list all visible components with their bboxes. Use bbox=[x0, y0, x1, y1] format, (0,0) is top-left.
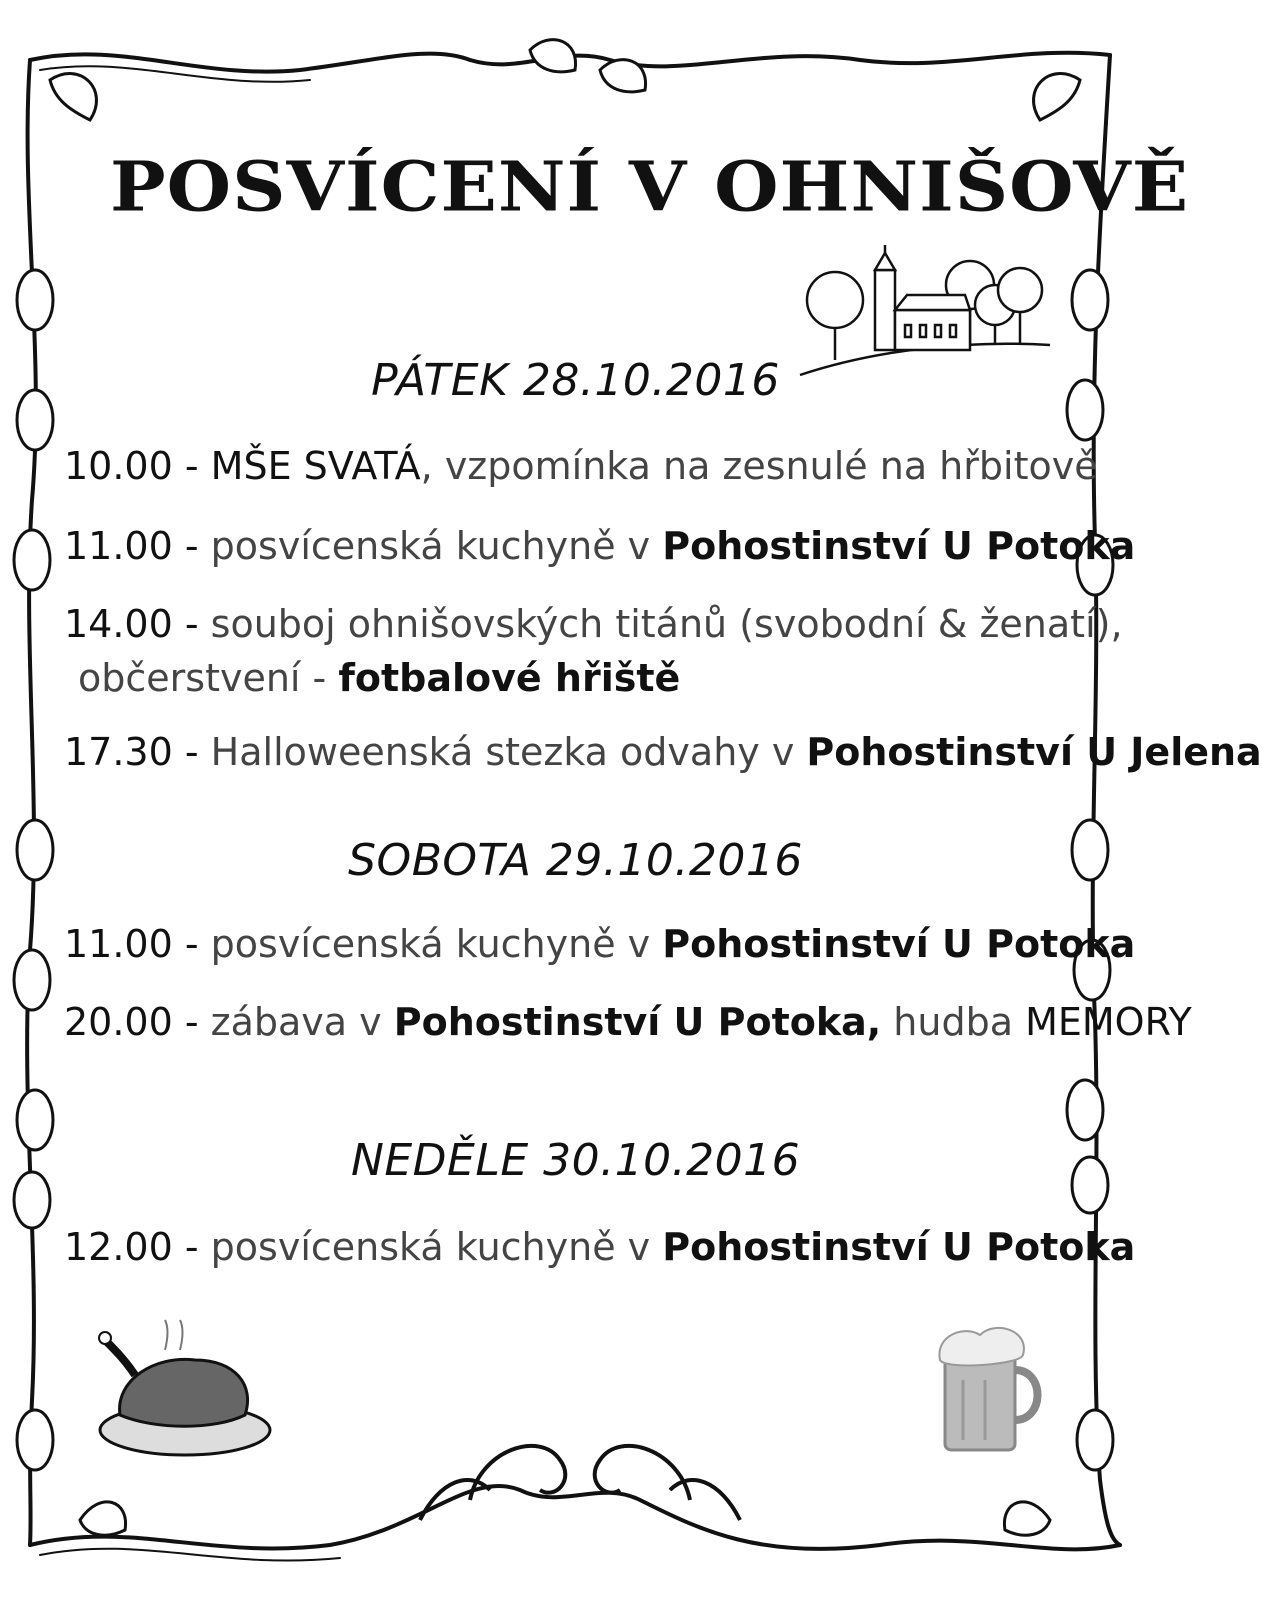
event-friday-3 bbox=[64, 602, 1123, 646]
event-detail: zábava v bbox=[210, 1000, 382, 1044]
event-detail: posvícenská kuchyně v bbox=[210, 1225, 651, 1269]
day-heading-sunday: NEDĚLE 30.10.2016 bbox=[350, 1135, 801, 1186]
event-title: MŠE SVATÁ bbox=[210, 444, 421, 488]
event-sunday-1 bbox=[64, 1225, 1135, 1269]
event-detail: Halloweenská stezka odvahy v bbox=[210, 730, 795, 774]
event-time: 11.00 - bbox=[64, 524, 199, 568]
beer-mug-illustration bbox=[935, 1320, 1055, 1460]
event-detail: posvícenská kuchyně v bbox=[210, 524, 651, 568]
event-place: Pohostinství U Jelena bbox=[806, 730, 1262, 774]
event-detail: hudba bbox=[893, 1000, 1013, 1044]
event-time: 17.30 - bbox=[64, 730, 199, 774]
event-place: fotbalové hřiště bbox=[338, 656, 681, 700]
event-time: 14.00 - bbox=[64, 602, 199, 646]
event-place: Pohostinství U Potoka bbox=[662, 524, 1136, 568]
event-friday-2 bbox=[64, 524, 1135, 568]
event-place: Pohostinství U Potoka, bbox=[393, 1000, 882, 1044]
day-heading-saturday: SOBOTA 29.10.2016 bbox=[348, 835, 803, 886]
event-detail: souboj ohnišovských titánů (svobodní & ženatí), bbox=[210, 602, 1123, 646]
event-friday-1 bbox=[64, 444, 1098, 488]
event-place: Pohostinství U Potoka bbox=[662, 1225, 1136, 1269]
event-detail: občerstvení - bbox=[78, 656, 327, 700]
event-time: 10.00 - bbox=[64, 444, 199, 488]
band-name: MEMORY bbox=[1025, 1000, 1192, 1044]
event-place: Pohostinství U Potoka bbox=[662, 922, 1136, 966]
event-friday-4 bbox=[64, 730, 1262, 774]
event-time: 20.00 - bbox=[64, 1000, 199, 1044]
event-time: 11.00 - bbox=[64, 922, 199, 966]
poster-title: POSVÍCENÍ V OHNIŠOVĚ bbox=[110, 148, 1190, 228]
event-detail: , vzpomínka na zesnulé na hřbitově bbox=[420, 444, 1098, 488]
roast-chicken-illustration bbox=[95, 1320, 275, 1460]
event-saturday-2 bbox=[64, 1000, 1192, 1044]
day-heading-friday: PÁTEK 28.10.2016 bbox=[371, 355, 780, 406]
event-friday-3-line2 bbox=[78, 656, 680, 700]
event-time: 12.00 - bbox=[64, 1225, 199, 1269]
event-saturday-1 bbox=[64, 922, 1135, 966]
event-detail: posvícenská kuchyně v bbox=[210, 922, 651, 966]
